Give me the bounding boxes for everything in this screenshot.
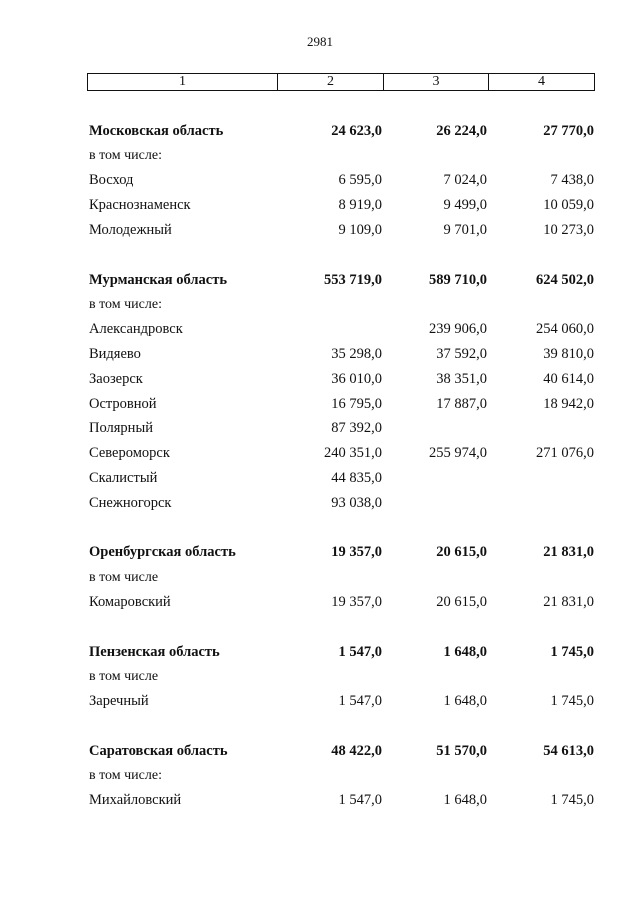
city-row-value-col4: 10 273,0 — [543, 222, 594, 239]
city-row-value-col4: 40 614,0 — [543, 370, 594, 387]
subtitle-text: в том числе — [89, 569, 159, 585]
city-row-value-col2: 1 547,0 — [338, 693, 382, 710]
city-row-value-col4: 7 438,0 — [550, 172, 594, 189]
subtitle-row — [89, 144, 594, 169]
city-row-value-col4: 271 076,0 — [536, 445, 594, 462]
region-row-value-col4: 54 613,0 — [543, 742, 594, 759]
region-row-value-col3: 589 710,0 — [429, 271, 487, 288]
region-row-value-col4: 1 745,0 — [550, 643, 594, 660]
region-row-value-col3: 1 648,0 — [443, 643, 487, 660]
city-row — [89, 317, 594, 342]
city-row-value-col3: 255 974,0 — [429, 445, 487, 462]
city-row — [89, 417, 594, 442]
region-row-value-col2: 19 357,0 — [331, 544, 382, 561]
region-row-value-col2: 553 719,0 — [324, 271, 382, 288]
region-row — [89, 640, 594, 665]
city-row-value-col4: 1 745,0 — [550, 693, 594, 710]
city-row — [89, 342, 594, 367]
city-row-value-col2: 35 298,0 — [331, 346, 382, 363]
city-row-name: Полярный — [89, 420, 153, 437]
city-row-value-col2: 8 919,0 — [338, 197, 382, 214]
city-row-name: Александровск — [89, 321, 183, 338]
city-row-name: Заречный — [89, 693, 149, 710]
city-row-value-col2: 16 795,0 — [331, 395, 382, 412]
region-row-value-col3: 26 224,0 — [436, 122, 487, 139]
city-row-name: Видяево — [89, 346, 141, 363]
city-row — [89, 789, 594, 814]
city-row-name: Краснознаменск — [89, 197, 191, 214]
column-header-row — [88, 74, 595, 91]
city-row-name: Островной — [89, 395, 157, 412]
subtitle-row — [89, 565, 594, 590]
region-row-value-col4: 21 831,0 — [543, 544, 594, 561]
city-row — [89, 590, 594, 615]
column-header-3: 3 — [384, 74, 489, 91]
city-row — [89, 218, 594, 243]
city-row-name: Восход — [89, 172, 134, 189]
region-row-value-col3: 51 570,0 — [436, 742, 487, 759]
city-row-name: Скалистый — [89, 470, 158, 487]
city-row-value-col3: 37 592,0 — [436, 346, 487, 363]
city-row — [89, 441, 594, 466]
city-row-value-col2: 19 357,0 — [331, 594, 382, 611]
region-row-name: Мурманская область — [89, 271, 228, 288]
city-row — [89, 193, 594, 218]
city-row-value-col2: 36 010,0 — [331, 370, 382, 387]
city-row-value-col3: 239 906,0 — [429, 321, 487, 338]
city-row — [89, 367, 594, 392]
city-row-value-col4: 10 059,0 — [543, 197, 594, 214]
column-header-1: 1 — [88, 74, 278, 91]
subtitle-text: в том числе — [89, 668, 159, 684]
region-row-value-col2: 24 623,0 — [331, 122, 382, 139]
region-row — [89, 119, 594, 144]
region-row-value-col2: 1 547,0 — [338, 643, 382, 660]
column-header-4: 4 — [489, 74, 595, 91]
region-row — [89, 739, 594, 764]
city-row-value-col3: 9 499,0 — [443, 197, 487, 214]
city-row-value-col4: 39 810,0 — [543, 346, 594, 363]
city-row-value-col4: 254 060,0 — [536, 321, 594, 338]
city-row-name: Североморск — [89, 445, 170, 462]
group-spacer — [89, 243, 594, 268]
city-row-name: Заозерск — [89, 370, 143, 387]
city-row-name: Молодежный — [89, 222, 172, 239]
city-row — [89, 491, 594, 516]
column-header-table — [87, 73, 595, 91]
region-row — [89, 268, 594, 293]
group-spacer — [89, 516, 594, 541]
city-row — [89, 392, 594, 417]
city-row-value-col3: 20 615,0 — [436, 594, 487, 611]
city-row-value-col2: 6 595,0 — [338, 172, 382, 189]
data-table-body — [89, 119, 594, 813]
page-number: 2981 — [307, 34, 333, 49]
city-row-value-col3: 9 701,0 — [443, 222, 487, 239]
city-row-name: Комаровский — [89, 594, 171, 611]
city-row-value-col2: 87 392,0 — [331, 420, 382, 437]
city-row-value-col2: 93 038,0 — [331, 494, 382, 511]
city-row-value-col2: 9 109,0 — [338, 222, 382, 239]
city-row-value-col2: 1 547,0 — [338, 792, 382, 809]
subtitle-row — [89, 293, 594, 318]
subtitle-text: в том числе: — [89, 296, 162, 312]
city-row-value-col4: 1 745,0 — [550, 792, 594, 809]
city-row-value-col3: 1 648,0 — [443, 792, 487, 809]
group-spacer — [89, 714, 594, 739]
subtitle-text: в том числе: — [89, 768, 162, 784]
region-row-name: Саратовская область — [89, 742, 228, 759]
city-row-value-col4: 18 942,0 — [543, 395, 594, 412]
region-row — [89, 541, 594, 566]
city-row-value-col2: 44 835,0 — [331, 470, 382, 487]
city-row — [89, 466, 594, 491]
city-row-name: Михайловский — [89, 792, 182, 809]
group-spacer — [89, 615, 594, 640]
region-row-name: Оренбургская область — [89, 544, 236, 561]
city-row-value-col3: 7 024,0 — [443, 172, 487, 189]
city-row-value-col4: 21 831,0 — [543, 594, 594, 611]
city-row-value-col3: 38 351,0 — [436, 370, 487, 387]
subtitle-row — [89, 764, 594, 789]
city-row-name: Снежногорск — [89, 494, 172, 511]
city-row — [89, 689, 594, 714]
subtitle-text: в том числе: — [89, 148, 162, 164]
region-row-value-col2: 48 422,0 — [331, 742, 382, 759]
region-row-name: Московская область — [89, 122, 224, 139]
region-row-value-col4: 27 770,0 — [543, 122, 594, 139]
region-row-value-col3: 20 615,0 — [436, 544, 487, 561]
region-row-value-col4: 624 502,0 — [536, 271, 594, 288]
city-row-value-col2: 240 351,0 — [324, 445, 382, 462]
column-header-2: 2 — [278, 74, 384, 91]
subtitle-row — [89, 665, 594, 690]
region-row-name: Пензенская область — [89, 643, 220, 660]
city-row-value-col3: 17 887,0 — [436, 395, 487, 412]
city-row-value-col3: 1 648,0 — [443, 693, 487, 710]
city-row — [89, 169, 594, 194]
